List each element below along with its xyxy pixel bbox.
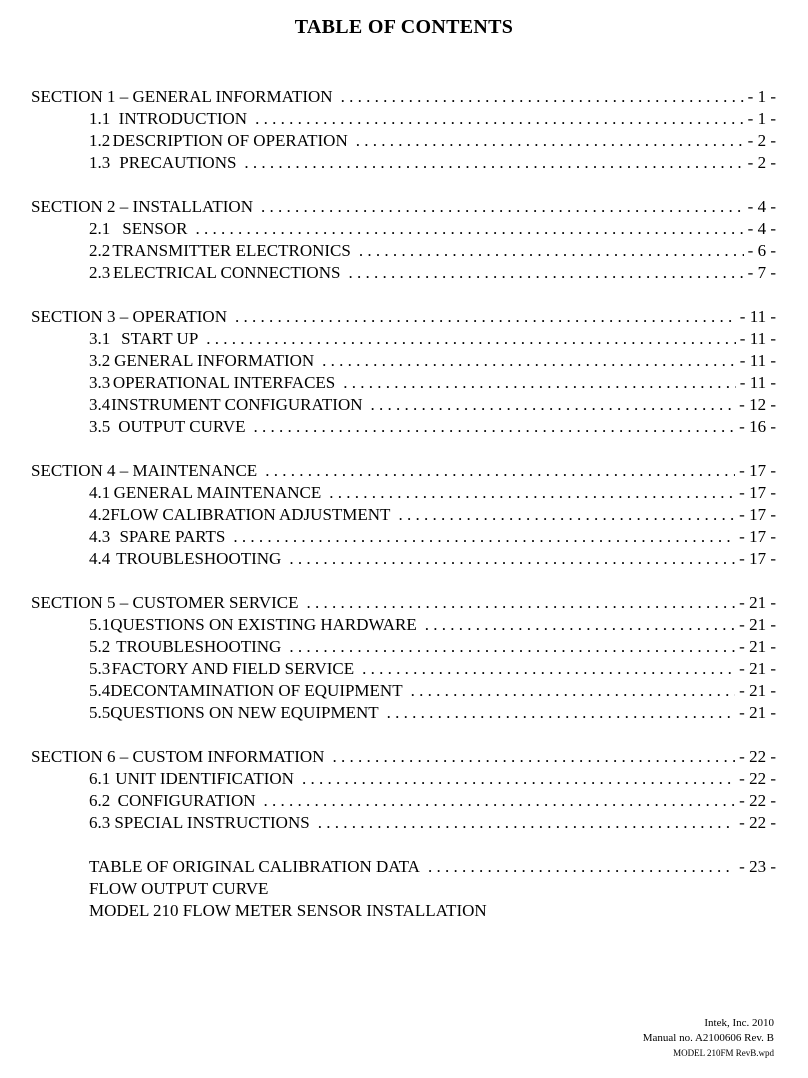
- toc-subsection-entry[interactable]: [31, 416, 776, 438]
- toc-entry-label: FACTORY AND FIELD SERVICE: [111, 659, 355, 678]
- toc-subsection-entry[interactable]: [31, 768, 776, 790]
- toc-entry-label: CONFIGURATION: [117, 791, 256, 810]
- dot-leader: [206, 328, 736, 350]
- toc-entry-number: 5.3: [89, 659, 111, 678]
- dot-leader: [322, 350, 736, 372]
- toc-entry-page: - 11 -: [739, 373, 776, 392]
- dot-leader: [362, 658, 735, 680]
- toc-entry-page: - 21 -: [739, 615, 776, 634]
- dot-leader: [195, 218, 743, 240]
- toc-entry-label: MODEL 210 FLOW METER SENSOR INSTALLATION: [89, 901, 487, 920]
- dot-leader: [329, 482, 735, 504]
- toc-entry-label: OUTPUT CURVE: [118, 417, 246, 436]
- toc-entry-number: 2.3: [89, 263, 111, 282]
- dot-leader: [428, 856, 735, 878]
- toc-entry-label: GENERAL MAINTENANCE: [113, 483, 322, 502]
- toc-subsection-entry[interactable]: [31, 240, 776, 262]
- toc-section-block: [31, 592, 776, 724]
- dot-leader: [343, 372, 736, 394]
- toc-entry-label: PRECAUTIONS: [119, 153, 237, 172]
- toc-subsection-entry[interactable]: [31, 812, 776, 834]
- toc-entry-page: - 12 -: [739, 395, 776, 414]
- dot-leader: [348, 262, 743, 284]
- dot-leader: [398, 504, 735, 526]
- dot-leader: [307, 592, 736, 614]
- dot-leader: [359, 240, 744, 262]
- toc-entry-label: TROUBLESHOOTING: [116, 549, 282, 568]
- dot-leader: [371, 394, 736, 416]
- toc-subsection-entry[interactable]: [31, 482, 776, 504]
- toc-subsection-entry[interactable]: [31, 130, 776, 152]
- toc-entry-page: - 6 -: [747, 241, 776, 260]
- toc-section-block: [31, 86, 776, 174]
- toc-appendix-list: [31, 856, 776, 922]
- toc-section-heading[interactable]: [31, 196, 776, 218]
- dot-leader: [332, 746, 735, 768]
- toc-entry-page: - 23 -: [739, 857, 776, 876]
- toc-entry-label: SECTION 6 – CUSTOM INFORMATION: [31, 747, 325, 766]
- toc-entry-label: FLOW OUTPUT CURVE: [89, 879, 269, 898]
- toc-section-heading[interactable]: [31, 306, 776, 328]
- footer-file-name: MODEL 210FM RevB.wpd: [673, 1048, 774, 1058]
- toc-subsection-entry[interactable]: [31, 702, 776, 724]
- dot-leader: [302, 768, 735, 790]
- toc-entry-number: 6.1: [89, 769, 111, 788]
- toc-entry-label: TROUBLESHOOTING: [116, 637, 282, 656]
- toc-entry-number: 1.2: [89, 131, 111, 150]
- toc-entry-number: 1.1: [89, 109, 111, 128]
- footer-manual-number: Manual no. A2100606 Rev. B: [642, 1032, 774, 1044]
- toc-entry-page: - 22 -: [739, 791, 776, 810]
- toc-entry-page: - 11 -: [739, 329, 776, 348]
- toc-entry-page: - 21 -: [739, 703, 776, 722]
- toc-section-block: [31, 196, 776, 284]
- toc-entry-number: 4.4: [89, 549, 111, 568]
- dot-leader: [425, 614, 735, 636]
- toc-section-block: [31, 306, 776, 438]
- toc-entry-number: 4.2: [89, 505, 111, 524]
- toc-subsection-entry[interactable]: [31, 614, 776, 636]
- dot-leader: [387, 702, 736, 724]
- toc-entry-number: 3.1: [89, 329, 111, 348]
- toc-entry-page: - 4 -: [747, 219, 776, 238]
- toc-subsection-entry[interactable]: [31, 328, 776, 350]
- toc-entry-number: 4.1: [89, 483, 111, 502]
- document-footer: [643, 1016, 774, 1061]
- toc-subsection-entry[interactable]: [31, 218, 776, 240]
- toc-entry-label: SECTION 1 – GENERAL INFORMATION: [31, 87, 333, 106]
- toc-entry-number: 3.2: [89, 351, 111, 370]
- toc-entry-page: - 22 -: [739, 769, 776, 788]
- toc-entry-page: - 1 -: [747, 87, 776, 106]
- toc-entry-page: - 22 -: [739, 747, 776, 766]
- toc-entry-number: 3.5: [89, 417, 111, 436]
- toc-entry-label: INSTRUMENT CONFIGURATION: [111, 395, 363, 414]
- toc-entry-label: SECTION 5 – CUSTOMER SERVICE: [31, 593, 299, 612]
- dot-leader: [264, 790, 736, 812]
- toc-entry-page: - 17 -: [739, 549, 776, 568]
- toc-section-heading[interactable]: [31, 460, 776, 482]
- toc-entry-page: - 22 -: [739, 813, 776, 832]
- toc-entry-label: INTRODUCTION: [118, 109, 248, 128]
- dot-leader: [318, 812, 735, 834]
- toc-entry-label: DESCRIPTION OF OPERATION: [112, 131, 348, 150]
- toc-entry-label: SENSOR: [122, 219, 188, 238]
- toc-entry-label: SECTION 4 – MAINTENANCE: [31, 461, 258, 480]
- toc-entry-page: - 2 -: [747, 131, 776, 150]
- toc-entry-label: SPARE PARTS: [119, 527, 226, 546]
- toc-entry-number: 6.2: [89, 791, 111, 810]
- toc-subsection-entry[interactable]: [31, 658, 776, 680]
- dot-leader: [341, 86, 744, 108]
- dot-leader: [255, 108, 744, 130]
- dot-leader: [244, 152, 743, 174]
- toc-entry-page: - 11 -: [739, 307, 776, 326]
- toc-entry-label: UNIT IDENTIFICATION: [115, 769, 294, 788]
- toc-entry-page: - 21 -: [739, 593, 776, 612]
- toc-entry-label: QUESTIONS ON NEW EQUIPMENT: [110, 703, 379, 722]
- dot-leader: [289, 548, 735, 570]
- toc-entry-number: 3.3: [89, 373, 111, 392]
- toc-appendix-entry[interactable]: [31, 856, 776, 878]
- toc-entry-page: - 17 -: [739, 505, 776, 524]
- toc-entry-label: ELECTRICAL CONNECTIONS: [112, 263, 341, 282]
- toc-section-block: [31, 746, 776, 834]
- dot-leader: [356, 130, 744, 152]
- toc-entry-page: - 21 -: [739, 659, 776, 678]
- toc-subsection-entry[interactable]: [31, 548, 776, 570]
- toc-subsection-entry[interactable]: [31, 108, 776, 130]
- toc-section-heading[interactable]: [31, 592, 776, 614]
- toc-appendix-entry[interactable]: [31, 900, 776, 922]
- toc-subsection-entry[interactable]: [31, 504, 776, 526]
- toc-entry-page: - 17 -: [739, 483, 776, 502]
- toc-entry-page: - 4 -: [747, 197, 776, 216]
- dot-leader: [254, 416, 736, 438]
- toc-entry-number: 5.2: [89, 637, 111, 656]
- toc-entry-number: 2.2: [89, 241, 111, 260]
- toc-entry-page: - 1 -: [747, 109, 776, 128]
- toc-section-heading[interactable]: [31, 746, 776, 768]
- toc-entry-page: - 21 -: [739, 637, 776, 656]
- dot-leader: [289, 636, 735, 658]
- dot-leader: [265, 460, 735, 482]
- toc-entry-page: - 17 -: [739, 461, 776, 480]
- toc-entry-number: 5.5: [89, 703, 111, 722]
- toc-entry-page: - 2 -: [747, 153, 776, 172]
- toc-subsection-entry[interactable]: [31, 262, 776, 284]
- toc-entry-label: TRANSMITTER ELECTRONICS: [112, 241, 351, 260]
- footer-company: Intek, Inc. 2010: [704, 1017, 774, 1029]
- toc-entry-label: OPERATIONAL INTERFACES: [112, 373, 336, 392]
- toc-entry-page: - 11 -: [739, 351, 776, 370]
- toc-subsection-entry[interactable]: [31, 372, 776, 394]
- toc-entry-page: - 7 -: [747, 263, 776, 282]
- toc-subsection-entry[interactable]: [31, 680, 776, 702]
- toc-entry-number: 6.3: [89, 813, 111, 832]
- toc-entry-label: GENERAL INFORMATION: [114, 351, 315, 370]
- toc-entry-label: SECTION 2 – INSTALLATION: [31, 197, 253, 216]
- toc-subsection-entry[interactable]: [31, 152, 776, 174]
- toc-entry-page: - 17 -: [739, 527, 776, 546]
- toc-entry-number: 5.4: [89, 681, 111, 700]
- toc-entry-label: FLOW CALIBRATION ADJUSTMENT: [110, 505, 391, 524]
- toc-subsection-entry[interactable]: [31, 790, 776, 812]
- toc-section-heading[interactable]: [31, 86, 776, 108]
- toc-entry-label: DECONTAMINATION OF EQUIPMENT: [110, 681, 403, 700]
- toc-subsection-entry[interactable]: [31, 636, 776, 658]
- toc-section-block: [31, 460, 776, 570]
- toc-entry-number: 2.1: [89, 219, 111, 238]
- toc-entry-label: START UP: [121, 329, 199, 348]
- toc-subsection-entry[interactable]: [31, 350, 776, 372]
- dot-leader: [233, 526, 735, 548]
- toc-entry-page: - 16 -: [739, 417, 776, 436]
- toc-entry-page: - 21 -: [739, 681, 776, 700]
- dot-leader: [235, 306, 736, 328]
- toc-appendix-entry[interactable]: [31, 878, 776, 900]
- toc-entry-number: 4.3: [89, 527, 111, 546]
- toc-subsection-entry[interactable]: [31, 394, 776, 416]
- table-of-contents: [31, 86, 776, 922]
- page-title: TABLE OF CONTENTS: [294, 16, 514, 38]
- toc-entry-label: QUESTIONS ON EXISTING HARDWARE: [110, 615, 417, 634]
- toc-entry-label: SECTION 3 – OPERATION: [31, 307, 227, 326]
- dot-leader: [411, 680, 736, 702]
- toc-entry-number: 5.1: [89, 615, 111, 634]
- toc-entry-number: 1.3: [89, 153, 111, 172]
- toc-entry-label: SPECIAL INSTRUCTIONS: [114, 813, 310, 832]
- toc-subsection-entry[interactable]: [31, 526, 776, 548]
- toc-entry-label: TABLE OF ORIGINAL CALIBRATION DATA: [89, 857, 420, 876]
- dot-leader: [261, 196, 744, 218]
- toc-entry-number: 3.4: [89, 395, 111, 414]
